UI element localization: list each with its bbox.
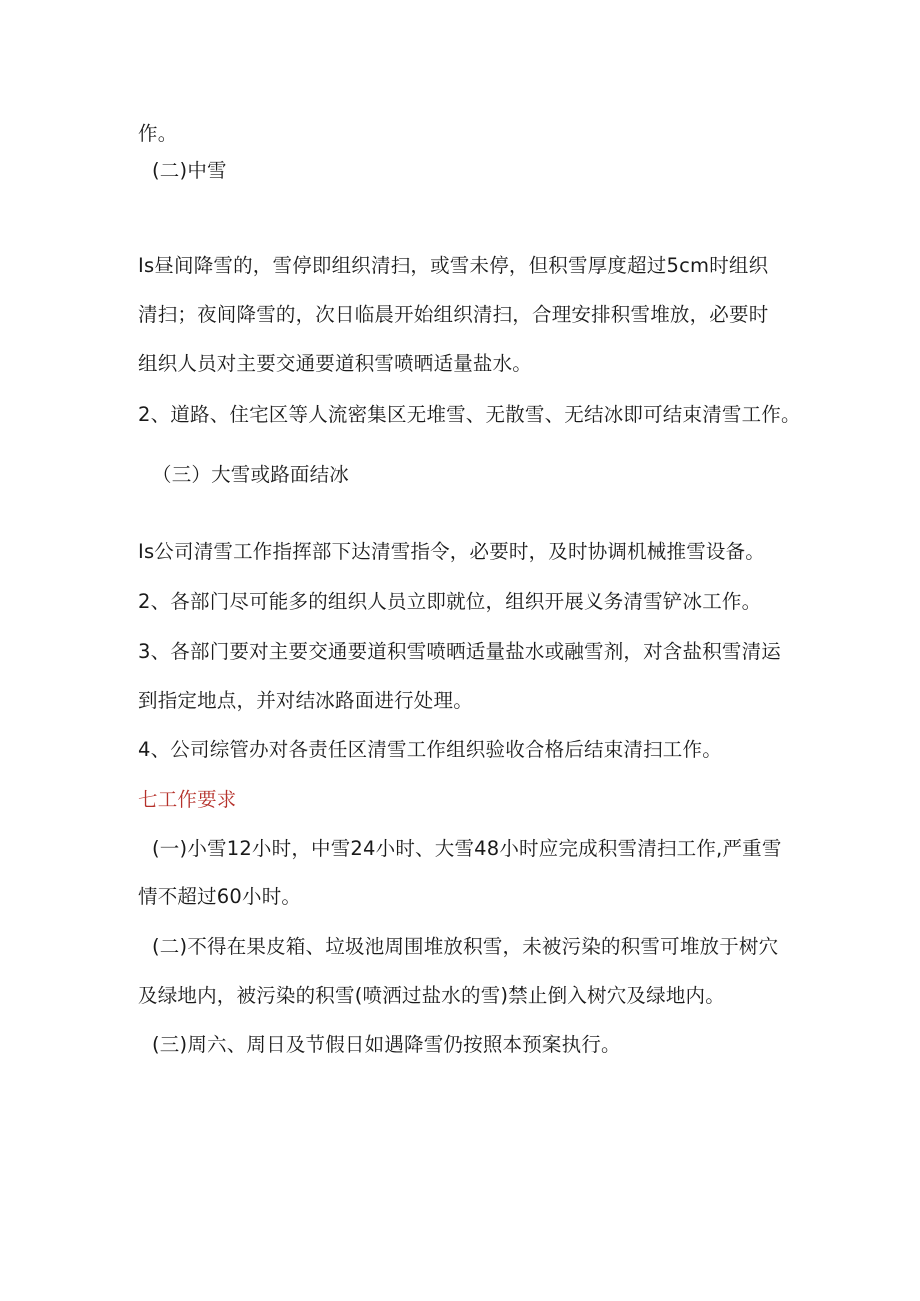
- paragraph-line: 2、各部门尽可能多的组织人员立即就位，组织开展义务清雪铲冰工作。: [138, 590, 762, 613]
- paragraph-line: 3、各部门要对主要交通要道积雪喷晒适量盐水或融雪剂，对含盐积雪清运: [138, 640, 782, 663]
- paragraph-line: (三)周六、周日及节假日如遇降雪仍按照本预案执行。: [152, 1033, 621, 1056]
- paragraph-line: 情不超过60小时。: [138, 885, 302, 908]
- paragraph-line: 清扫；夜间降雪的，次日临晨开始组织清扫，合理安排积雪堆放，必要时: [138, 303, 769, 326]
- paragraph-line: (一)小雪12小时，中雪24小时、大雪48小时应完成积雪清扫工作,严重雪: [152, 837, 782, 860]
- paragraph-tail: 作。: [138, 122, 178, 145]
- section-heading-medium-snow: (二)中雪: [152, 159, 227, 182]
- paragraph-line: Is公司清雪工作指挥部下达清雪指令，必要时，及时协调机械推雪设备。: [138, 540, 766, 563]
- paragraph-line: 4、公司综管办对各责任区清雪工作组织验收合格后结束清扫工作。: [138, 738, 722, 761]
- paragraph-line: 组织人员对主要交通要道积雪喷晒适量盐水。: [138, 352, 533, 375]
- section-heading-heavy-snow: （三）大雪或路面结冰: [152, 463, 350, 486]
- section-heading-work-requirements: 七工作要求: [138, 788, 237, 811]
- paragraph-line: Is昼间降雪的，雪停即组织清扫，或雪未停，但积雪厚度超过5cm时组织: [138, 254, 769, 277]
- paragraph-line: 2、道路、住宅区等人流密集区无堆雪、无散雪、无结冰即可结束清雪工作。: [138, 403, 801, 426]
- paragraph-line: 到指定地点，并对结冰路面进行处理。: [138, 689, 473, 712]
- paragraph-line: 及绿地内，被污染的积雪(喷洒过盐水的雪)禁止倒入树穴及绿地内。: [138, 984, 725, 1007]
- paragraph-line: (二)不得在果皮箱、垃圾池周围堆放积雪，未被污染的积雪可堆放于树穴: [152, 935, 779, 958]
